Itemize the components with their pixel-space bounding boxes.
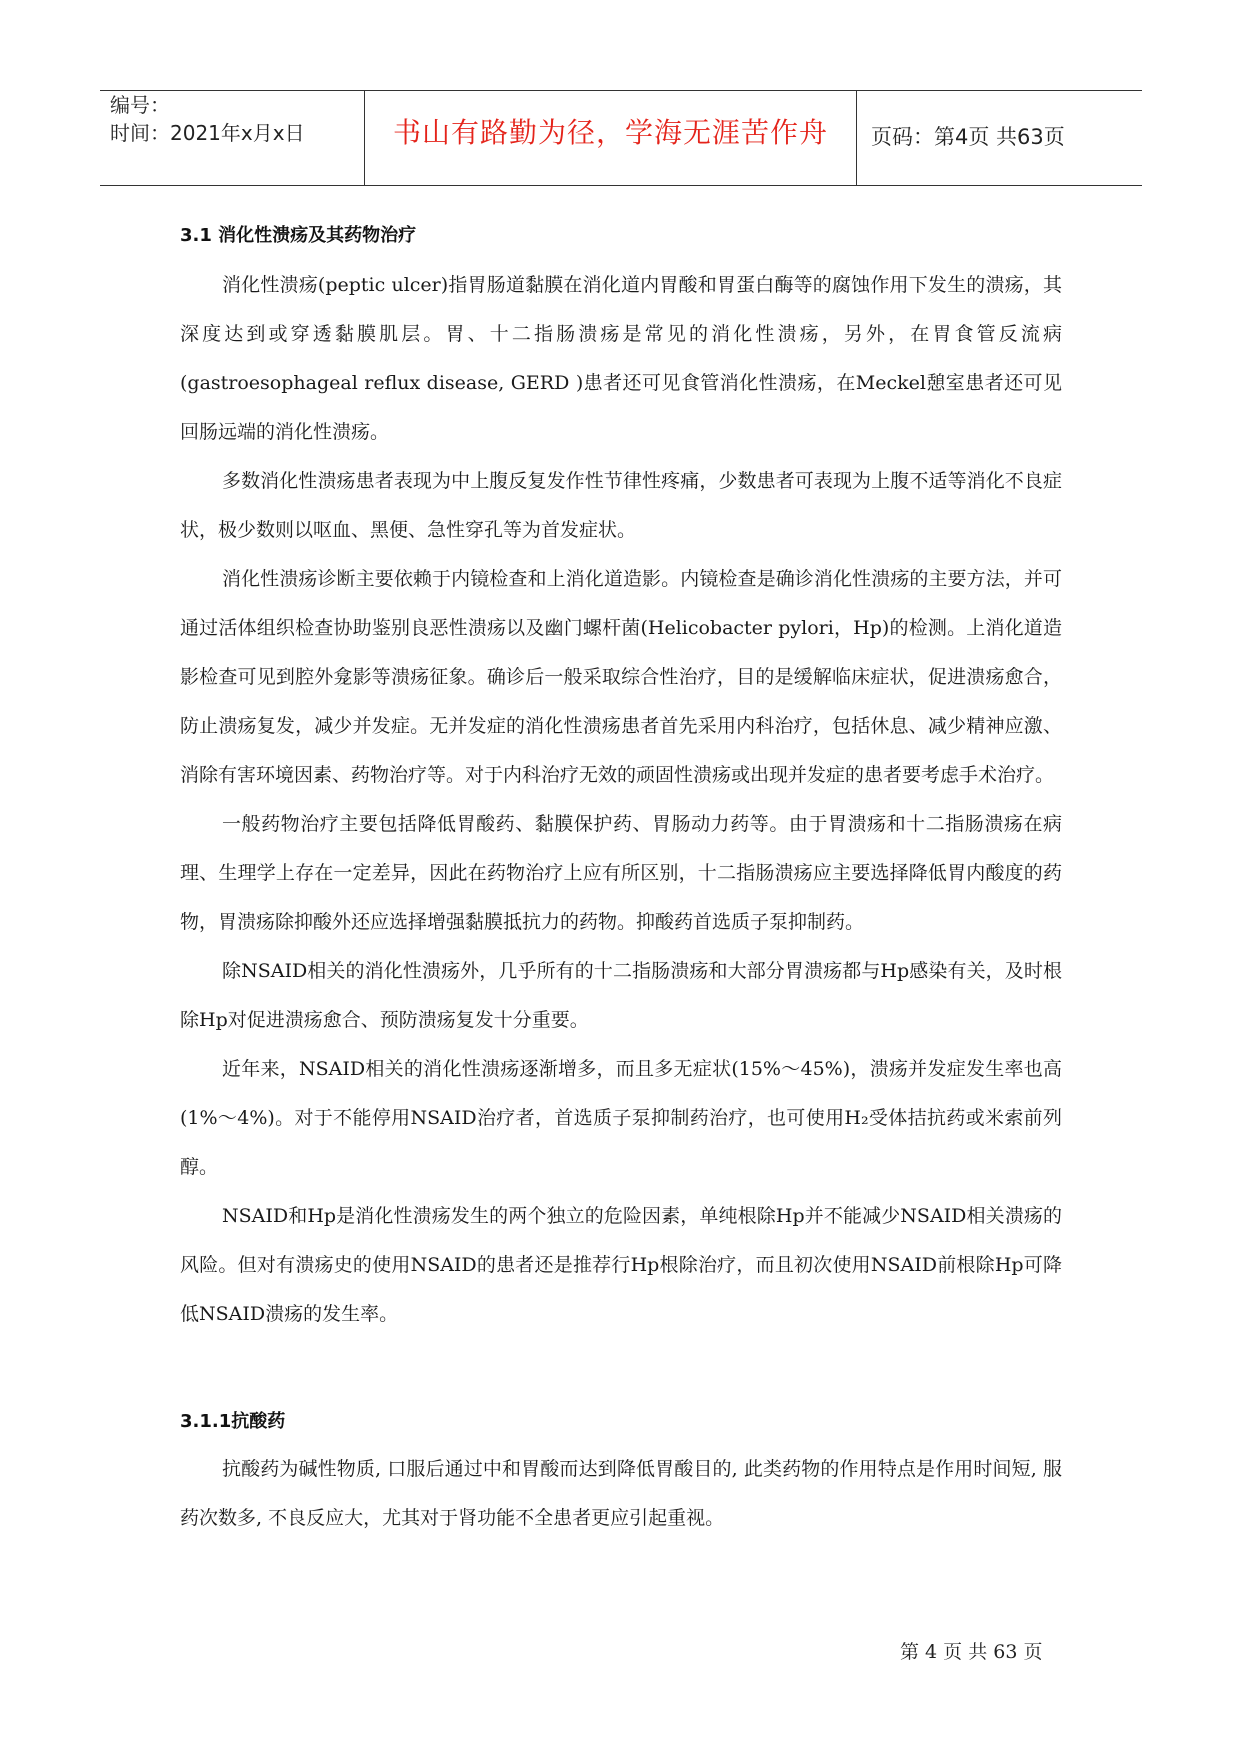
header-divider-right (856, 91, 857, 185)
header-meta (110, 91, 305, 147)
paragraph: 一般药物治疗主要包括降低胃酸药、黏膜保护药、胃肠动力药等。由于胃溃疡和十二指肠溃疡在病理、生理学上存在一定差异，因此在药物治疗上应有所区别，十二指肠溃疡应主要选择降低胃内酸度的药物，胃溃疡除抑酸外还应选择增强黏膜抵抗力的药物。抑酸药首选质子泵抑制药。 (180, 813, 1062, 933)
page-header (100, 90, 1142, 186)
paragraph: 多数消化性溃疡患者表现为中上腹反复发作性节律性疼痛，少数患者可表现为上腹不适等消化不良症状，极少数则以呕血、黑便、急性穿孔等为首发症状。 (180, 470, 1062, 541)
paragraph: NSAID和Hp是消化性溃疡发生的两个独立的危险因素，单纯根除Hp并不能减少NSAID相关溃疡的风险。但对有溃疡史的使用NSAID的患者还是推荐行Hp根除治疗，而且初次使用NSAID前根除Hp可降低NSAID溃疡的发生率。 (180, 1205, 1062, 1325)
header-page-info: 页码：第4页 共63页 (871, 125, 1065, 149)
document-body (180, 223, 1062, 1543)
document-number-label: 编号： (110, 93, 170, 117)
paragraph: 除NSAID相关的消化性溃疡外，几乎所有的十二指肠溃疡和大部分胃溃疡都与Hp感染有关，及时根除Hp对促进溃疡愈合、预防溃疡复发十分重要。 (180, 960, 1062, 1031)
section-title-3-1-1: 3.1.1抗酸药 (180, 1411, 286, 1432)
paragraph: 消化性溃疡(peptic ulcer)指胃肠道黏膜在消化道内胃酸和胃蛋白酶等的腐蚀作用下发生的溃疡，其深度达到或穿透黏膜肌层。胃、十二指肠溃疡是常见的消化性溃疡，另外，在胃食管反流病(gastroesophageal reflux disease, GERD )患者还可见食管消化性溃疡，在Meckel憩室患者还可见回肠远端的消化性溃疡。 (180, 274, 1062, 443)
header-motto: 书山有路勤为径，学海无涯苦作舟 (392, 116, 828, 149)
document-time-label: 时间：2021年x月x日 (110, 121, 305, 145)
page-footer: 第 4 页 共 63 页 (900, 1641, 1043, 1663)
paragraph: 消化性溃疡诊断主要依赖于内镜检查和上消化道造影。内镜检查是确诊消化性溃疡的主要方法，并可通过活体组织检查协助鉴别良恶性溃疡以及幽门螺杆菌(Helicobacter pylori，Hp)的检测。上消化道造影检查可见到腔外龛影等溃疡征象。确诊后一般采取综合性治疗，目的是缓解临床症状，促进溃疡愈合，防止溃疡复发，减少并发症。无并发症的消化性溃疡患者首先采用内科治疗，包括休息、减少精神应激、消除有害环境因素、药物治疗等。对于内科治疗无效的顽固性溃疡或出现并发症的患者要考虑手术治疗。 (180, 568, 1062, 786)
paragraph: 近年来，NSAID相关的消化性溃疡逐渐增多，而且多无症状(15%～45%)，溃疡并发症发生率也高(1%～4%)。对于不能停用NSAID治疗者，首选质子泵抑制药治疗，也可使用H₂受体拮抗药或米索前列醇。 (180, 1058, 1062, 1178)
section-title-3-1: 3.1 消化性溃疡及其药物治疗 (180, 225, 417, 246)
paragraph: 抗酸药为碱性物质, 口服后通过中和胃酸而达到降低胃酸目的, 此类药物的作用特点是作用时间短, 服药次数多, 不良反应大，尤其对于肾功能不全患者更应引起重视。 (180, 1458, 1062, 1529)
